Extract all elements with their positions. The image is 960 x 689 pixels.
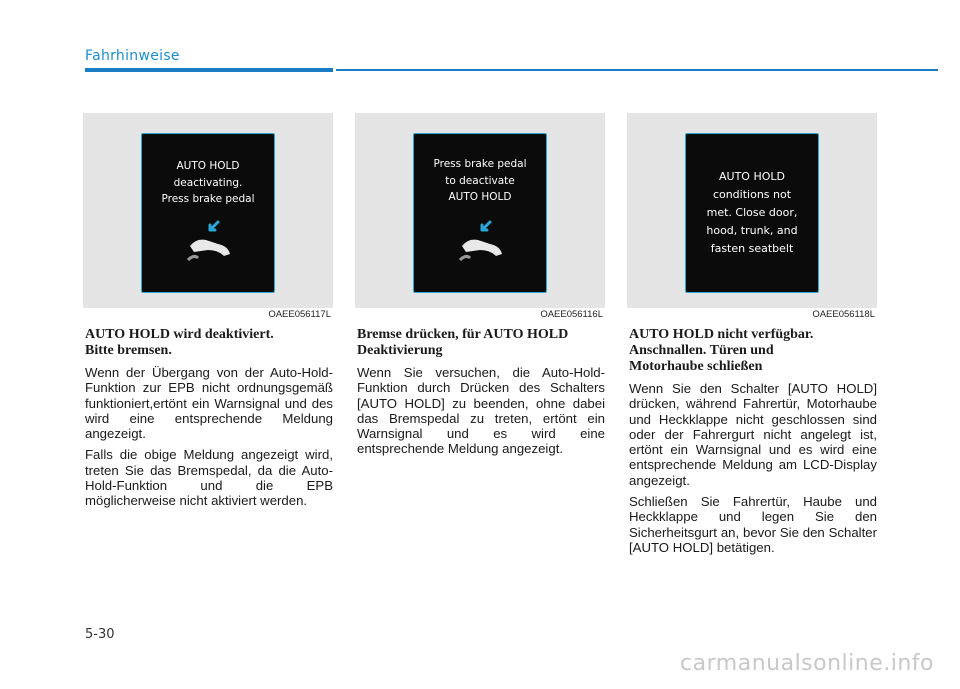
section-title: AUTO HOLD nicht verfügbar. Anschnallen. Türen und Motorhaube schließen [629, 327, 814, 374]
paragraph: Schließen Sie Fahrertür, Haube und Heckklappe und legen Sie den Sicherheitsgurt an, bevor Sie den Schalter [AUTO HOLD] betätigen. [629, 494, 877, 555]
section-title: AUTO HOLD wird deaktiviert. Bitte bremsen. [85, 327, 274, 358]
figure-display [355, 113, 605, 308]
cluster-screen [413, 133, 547, 293]
brake-pedal-icon [184, 220, 236, 264]
paragraph: Wenn Sie versuchen, die Auto-Hold-Funktion durch Drücken des Schalters [AUTO HOLD] zu beenden, ohne dabei das Bremspedal zu treten, ertönt ein Warnsignal und es wird eine entsprechende Meldung angezeigt. [357, 365, 605, 457]
watermark: carmanualsonline.info [680, 651, 934, 676]
figure-code: OAEE056118L [812, 309, 875, 320]
column-auto-hold-not-available [627, 113, 877, 561]
header-rule [336, 69, 938, 71]
column-press-brake-to-deactivate [355, 113, 605, 463]
figure-display [627, 113, 877, 308]
page-number: 5-30 [85, 627, 115, 642]
figure-display [83, 113, 333, 308]
cluster-screen [685, 133, 819, 293]
figure-code: OAEE056117L [268, 309, 331, 320]
paragraph: Wenn der Übergang von der Auto-Hold-Funktion zur EPB nicht ordnungsgemäß funktioniert,ertönt ein Warnsignal und des wird eine entsprechende Meldung angezeigt. [85, 365, 333, 442]
brake-pedal-icon [456, 220, 508, 264]
section-title: Bremse drücken, für AUTO HOLD Deaktivierung [357, 327, 569, 358]
screen-message: AUTO HOLD deactivating. Press brake pedal [161, 160, 255, 205]
figure-code: OAEE056116L [540, 309, 603, 320]
section-header-title: Fahrhinweise [85, 48, 180, 64]
column-auto-hold-deactivating [83, 113, 333, 515]
screen-message: Press brake pedal to deactivate AUTO HOLD [433, 158, 527, 203]
cluster-screen [141, 133, 275, 293]
paragraph: Wenn Sie den Schalter [AUTO HOLD] drücken, während Fahrertür, Motorhaube und Heckklappe nicht geschlossen sind oder der Fahrergurt nicht angelegt ist, ertönt ein Warnsignal und es wird eine entsprechende Meldung am LCD-Display angezeigt. [629, 381, 877, 488]
screen-message: AUTO HOLD conditions not met. Close door, hood, trunk, and fasten seatbelt [706, 170, 798, 255]
header-rule-accent [85, 68, 333, 72]
paragraph: Falls die obige Meldung angezeigt wird, treten Sie das Bremspedal, da die Auto-Hold-Funktion und die EPB möglicherweise nicht aktiviert werden. [85, 447, 333, 509]
